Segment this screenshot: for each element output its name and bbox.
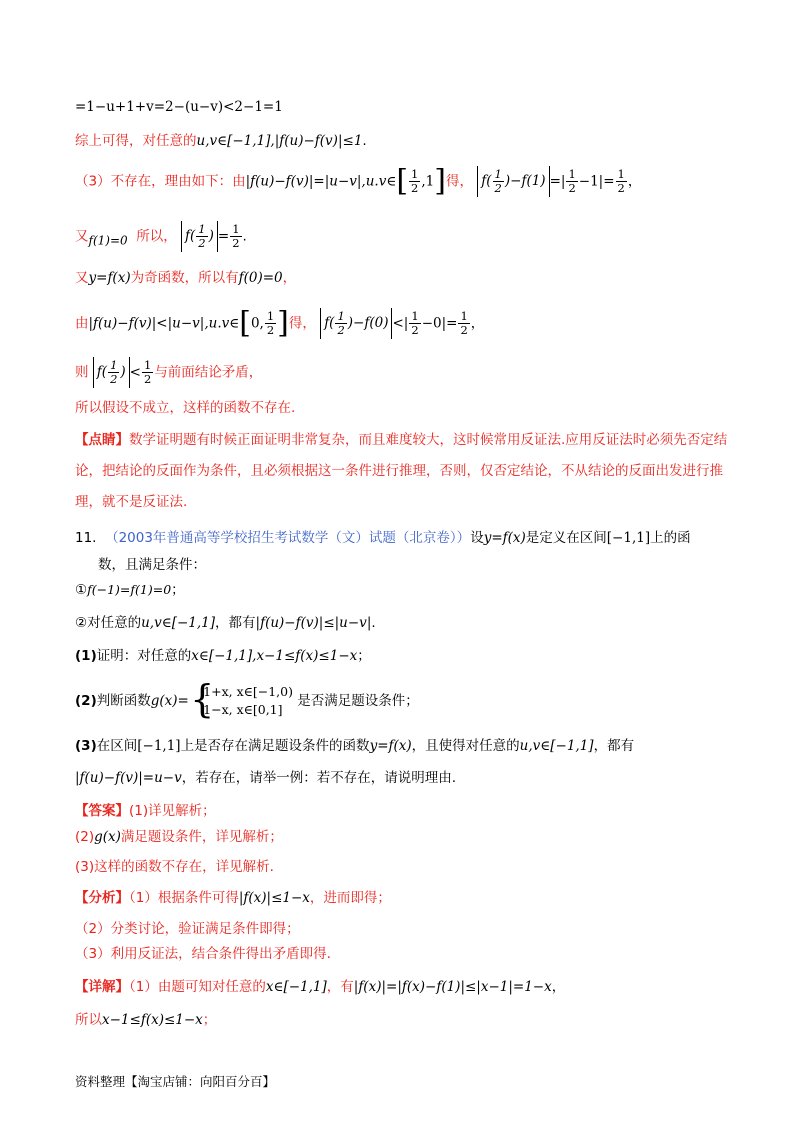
cond2-math2: |f(u)−f(v)|≤|u−v|: [255, 615, 372, 631]
odd-math2: f(0)=0: [238, 270, 283, 286]
cond2-mid: ，都有: [215, 615, 256, 631]
q3-math2: y=f(x): [369, 738, 412, 754]
q2-end: 是否满足题设条件；: [297, 693, 419, 709]
answer-line-2: [75, 827, 730, 847]
ineq-math: |f(u)−f(v)|<|u−v|,u.v∈: [88, 315, 240, 332]
odd-prefix: 又: [75, 270, 89, 286]
conclusion-line: [75, 131, 730, 151]
half-value-expr: f( $\frac{1}{2}$ )−f(1): [477, 166, 549, 197]
f1-zero-line: 又f(1)=0 所以， f( $\frac{1}{2}$ ) = $\frac{1}{2}$ .: [75, 222, 247, 250]
q3-math3: u,v∈[−1,1]: [519, 738, 594, 754]
q3-math4: |f(u)−f(v)|=u−v: [75, 770, 182, 786]
q1-end: ；: [357, 648, 371, 664]
detail-label: 【详解】: [75, 979, 129, 995]
q3-text1: 在区间: [96, 738, 138, 754]
problem-intro2: 是定义在区间: [525, 530, 607, 546]
detail-text2: ，有: [326, 979, 354, 995]
tip-paragraph: [75, 425, 730, 518]
question-1: [75, 646, 730, 666]
answer-2-math: g(x): [94, 829, 121, 845]
q2-math: g(x)=: [150, 693, 189, 709]
cond1-end: ；: [171, 582, 185, 598]
answer-2-label: (2): [75, 829, 95, 845]
part3-line: （3）不存在，理由如下：由|f(u)−f(v)|=|u−v|,u.v∈[ $\frac{1}{2}$ ,1]得， f( $\frac{1}{2}$ )−f(1) =| $\frac{1}{2}$ −1|= $\frac{1}{2}$ ，: [75, 163, 642, 199]
q3-label: (3): [75, 738, 97, 754]
cond1-math: f(−1)=f(1)=0: [87, 582, 172, 597]
assumption-false-line: 所以假设不成立，这样的函数不存在.: [75, 400, 296, 416]
conclusion-text: 综上可得，对任意的: [75, 133, 197, 149]
part3-prefix: （3）不存在，理由如下：由: [75, 173, 246, 190]
analysis-line-2: （2）分类讨论，验证满足条件即得；: [75, 921, 300, 937]
piece-case1: { 1+x, x∈[−1,0): [203, 684, 293, 699]
ineq-prefix: 由: [75, 315, 89, 332]
analysis-line-3: （3）利用反证法，结合条件得出矛盾即得.: [75, 946, 331, 962]
f1-mid: 所以，: [136, 228, 177, 245]
f1-math: f(1)=0: [88, 233, 128, 248]
problem-11-header: [75, 528, 730, 548]
detail-line-1: [75, 977, 730, 997]
answer-1: (1)详见解析；: [129, 803, 216, 819]
piecewise-function: [193, 683, 293, 719]
tip-text: 数学证明题有时候正面证明非常复杂，而且难度较大，这时候常用反证法.应用反证法时必须先否定结论，把结论的反面作为条件，且必须根据这一条件进行推理，否则，仅否定结论，不从结论的反面出发进行推理，就不是反证法.: [75, 432, 728, 510]
f1-prefix: 又: [75, 228, 89, 245]
proof-line-1: =1−u+1+v=2−(u−v)<2−1=1: [75, 99, 283, 115]
part3-de: 得，: [445, 173, 473, 190]
ineq-de: 得，: [288, 315, 316, 332]
analysis-p1-math: |f(x)|≤1−x: [238, 890, 310, 906]
inequality-line: 由|f(u)−f(v)|<|u−v|,u.v∈[0, $\frac{1}{2}$ ]得， f( $\frac{1}{2}$ )−f(0) <| $\frac{1}{2}$ −0|= $\frac{1}{2}$ ，: [75, 305, 485, 341]
detail-line2-text: 所以: [75, 1012, 102, 1028]
detail-text1: （1）由题可知对任意的: [129, 979, 266, 995]
detail-line-2: [75, 1010, 730, 1030]
contradiction-line: 则 f( $\frac{1}{2}$ ) < $\frac{1}{2}$ 与前面结论矛盾，: [75, 358, 263, 386]
problem-intro-math2: [−1,1]: [606, 530, 651, 546]
conclusion-math: u,v∈[−1,1],|f(u)−f(v)|≤1: [196, 133, 363, 149]
cond2-text: ②对任意的: [75, 615, 142, 631]
q1-text: 证明：对任意的: [96, 648, 192, 664]
q3-text2: 上是否存在满足题设条件的函数: [180, 738, 370, 754]
q2-label: (2): [75, 693, 97, 709]
question-3-line2: [75, 768, 730, 788]
tip-label: 【点睛】: [75, 432, 129, 448]
piece-case2: 1−x, x∈[0,1]: [203, 702, 283, 717]
detail-math1: x∈[−1,1]: [265, 979, 327, 995]
problem-intro3: 上的函: [650, 530, 691, 546]
cond2-math1: u,v∈[−1,1]: [141, 615, 216, 631]
odd-mid: 为奇函数，所以有: [130, 270, 239, 286]
q3-text3: ，且使得对任意的: [411, 738, 520, 754]
part3-math: |f(u)−f(v)|=|u−v|,u.v∈: [245, 173, 397, 190]
detail-math2: |f(x)|=|f(x)−f(1)|≤|x−1|=1−x: [353, 979, 552, 995]
q2-text: 判断函数: [96, 693, 151, 709]
analysis-line-1: [75, 888, 730, 908]
q3-text4: ，都有: [593, 738, 635, 754]
q1-label: (1): [75, 648, 97, 664]
answer-line-3: (3)这样的函数不存在，详见解析.: [75, 859, 274, 875]
question-3: [75, 736, 730, 756]
q3-text5: ，若存在，请举一例：若不存在，请说明理由.: [181, 770, 457, 786]
condition-1: [75, 580, 730, 600]
odd-function-line: [75, 268, 730, 288]
detail-end: ，: [551, 979, 566, 995]
problem-number: 11.: [75, 530, 97, 546]
analysis-p1-end: ，进而即得；: [309, 890, 391, 906]
answer-2-text: 满足题设条件，详见解析；: [120, 829, 283, 845]
problem-intro1: 设: [470, 530, 484, 546]
odd-end: ，: [282, 270, 297, 286]
analysis-p1-text: （1）根据条件可得: [129, 890, 239, 906]
condition-2: [75, 613, 730, 633]
contra-end: 与前面结论矛盾，: [154, 364, 263, 381]
conclusion-end: .: [362, 133, 367, 149]
q3-math1: [−1,1]: [137, 738, 181, 754]
detail-line2-math: x−1≤f(x)≤1−x: [102, 1012, 203, 1028]
problem-intro-math1: y=f(x): [483, 530, 526, 546]
question-2: [75, 680, 730, 722]
detail-line2-end: ；: [202, 1012, 217, 1028]
q1-math: x∈[−1,1],x−1≤f(x)≤1−x: [191, 648, 358, 664]
analysis-label: 【分析】: [75, 890, 129, 906]
problem-source: （2003年普通高等学校招生考试数学（文）试题（北京卷））: [105, 530, 471, 546]
cond2-end: .: [371, 615, 376, 631]
answer-line-1: [75, 801, 730, 821]
cond1-mark: ①: [75, 582, 88, 598]
page-footer: 资料整理【淘宝店铺：向阳百分百】: [75, 1074, 276, 1089]
answer-label: 【答案】: [75, 803, 129, 819]
problem-intro-line2: 数，且满足条件：: [98, 557, 206, 573]
odd-math1: y=f(x): [88, 270, 131, 286]
contra-prefix: 则: [75, 364, 89, 381]
